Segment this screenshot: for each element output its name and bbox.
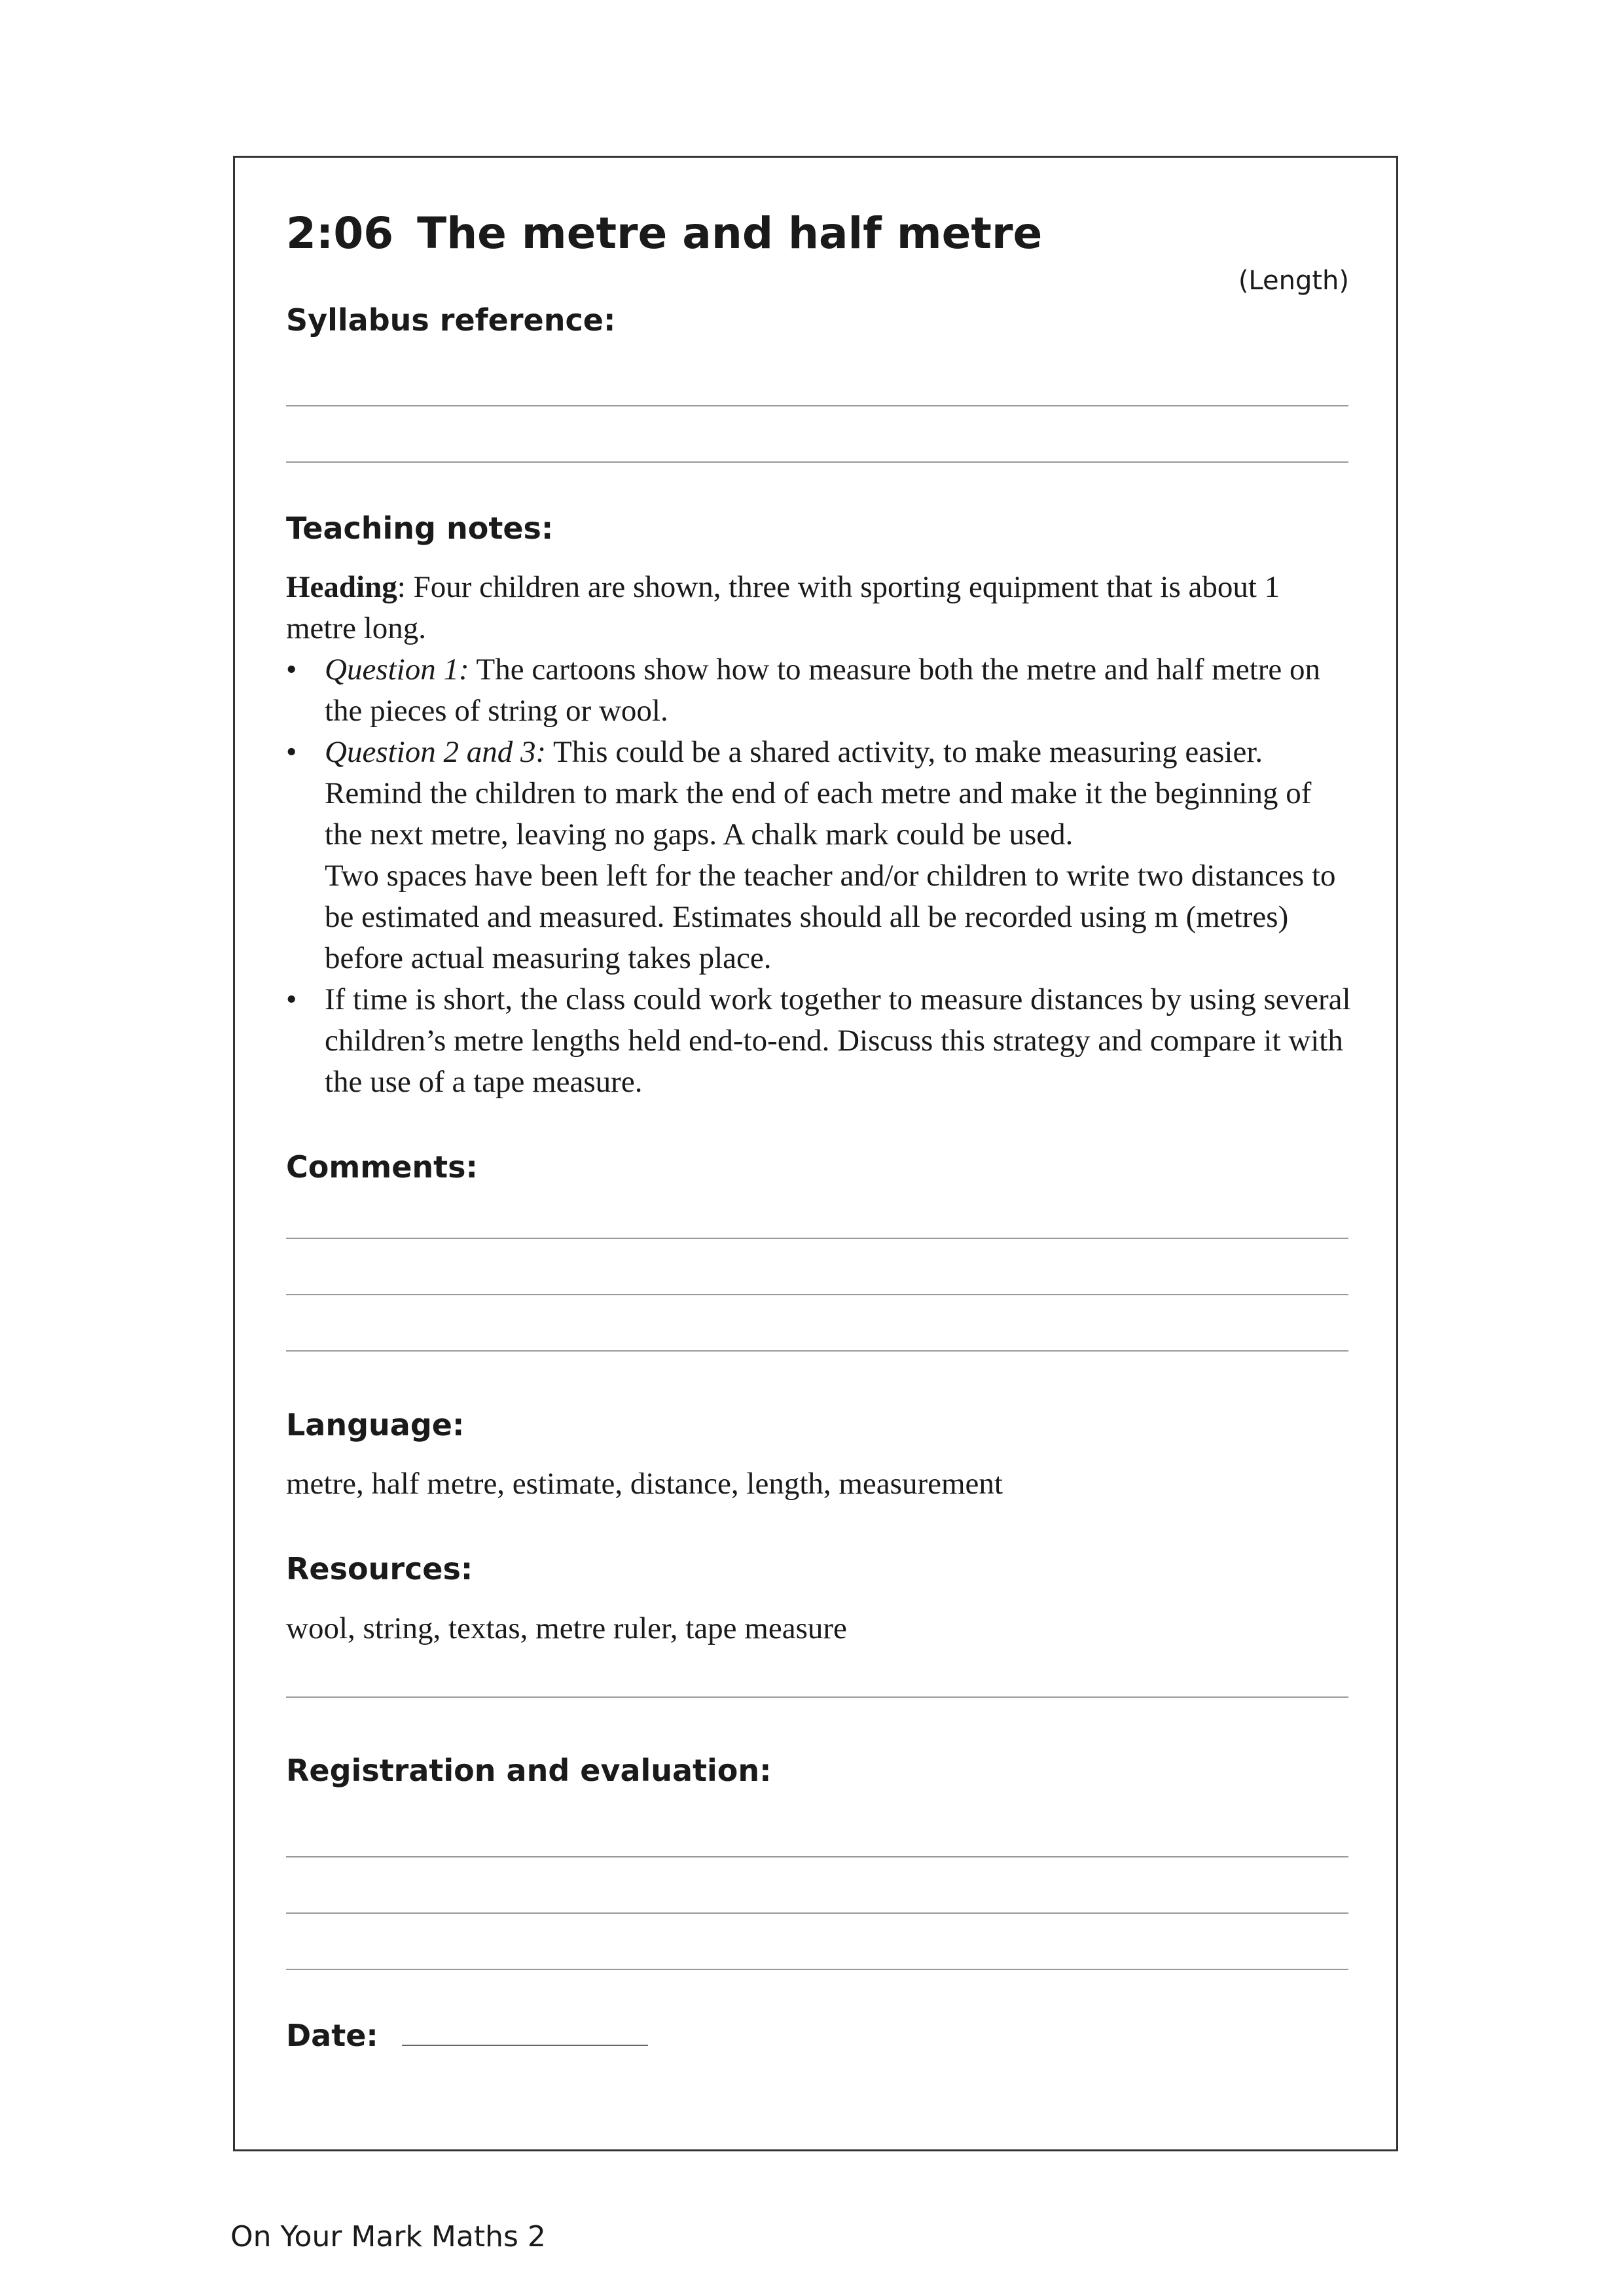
syllabus-heading: Syllabus reference:	[286, 302, 616, 338]
bullet-glyph: •	[286, 653, 297, 687]
date-label: Date:	[286, 2018, 378, 2053]
footer-text: On Your Mark Maths 2	[230, 2220, 546, 2253]
sheet-title: The metre and half metre	[417, 208, 1043, 259]
teaching-notes-list	[286, 649, 1353, 1103]
resources-line[interactable]	[286, 1696, 1348, 1698]
registration-line-1[interactable]	[286, 1856, 1348, 1857]
registration-line-3[interactable]	[286, 1969, 1348, 1970]
bullet-glyph: •	[286, 735, 297, 769]
registration-line-2[interactable]	[286, 1912, 1348, 1914]
language-text: metre, half metre, estimate, distance, length, measurement	[286, 1467, 1003, 1501]
intro-label: Heading	[286, 570, 397, 604]
list-item	[286, 649, 1353, 732]
strand-label: (Length)	[1238, 266, 1349, 296]
list-item-continuation: Two spaces have been left for the teacher and/or children to write two distances to be estimated and measured. Estimates should all be recorded using m (metres) before actual measuring takes place.	[325, 859, 1336, 975]
list-item-text: The cartoons show how to measure both the metre and half metre on the pieces of string or wool.	[325, 653, 1321, 728]
sheet-number: 2:06	[286, 208, 394, 259]
syllabus-line-2[interactable]	[286, 461, 1348, 463]
list-item	[286, 979, 1353, 1103]
teaching-notes-heading: Teaching notes:	[286, 511, 554, 546]
resources-text: wool, string, textas, metre ruler, tape measure	[286, 1611, 847, 1645]
comments-line-1[interactable]	[286, 1238, 1348, 1239]
bullet-glyph: •	[286, 982, 297, 1016]
list-item-text: If time is short, the class could work together to measure distances by using several children’s metre lengths held end-to-end. Discuss this strategy and compare it with the use of a tape measure.	[325, 982, 1351, 1099]
comments-line-2[interactable]	[286, 1294, 1348, 1295]
comments-line-3[interactable]	[286, 1350, 1348, 1352]
intro-text: : Four children are shown, three with sporting equipment that is about 1 metre long.	[286, 570, 1280, 645]
page-title	[286, 208, 1042, 259]
date-field[interactable]	[402, 2045, 648, 2046]
list-item-text: This could be a shared activity, to make measuring easier. Remind the children to mark the end of each metre and make it the beginning of the next metre, leaving no gaps. A chalk mark could be used.	[325, 735, 1312, 852]
comments-heading: Comments:	[286, 1149, 478, 1185]
question-label: Question 1:	[325, 653, 469, 687]
teaching-notes-intro	[286, 567, 1353, 649]
list-item	[286, 732, 1353, 979]
resources-heading: Resources:	[286, 1551, 473, 1587]
syllabus-line-1[interactable]	[286, 405, 1348, 406]
teaching-notes-body	[286, 567, 1353, 1103]
language-heading: Language:	[286, 1407, 465, 1443]
registration-heading: Registration and evaluation:	[286, 1753, 772, 1788]
question-label: Question 2 and 3:	[325, 735, 547, 769]
